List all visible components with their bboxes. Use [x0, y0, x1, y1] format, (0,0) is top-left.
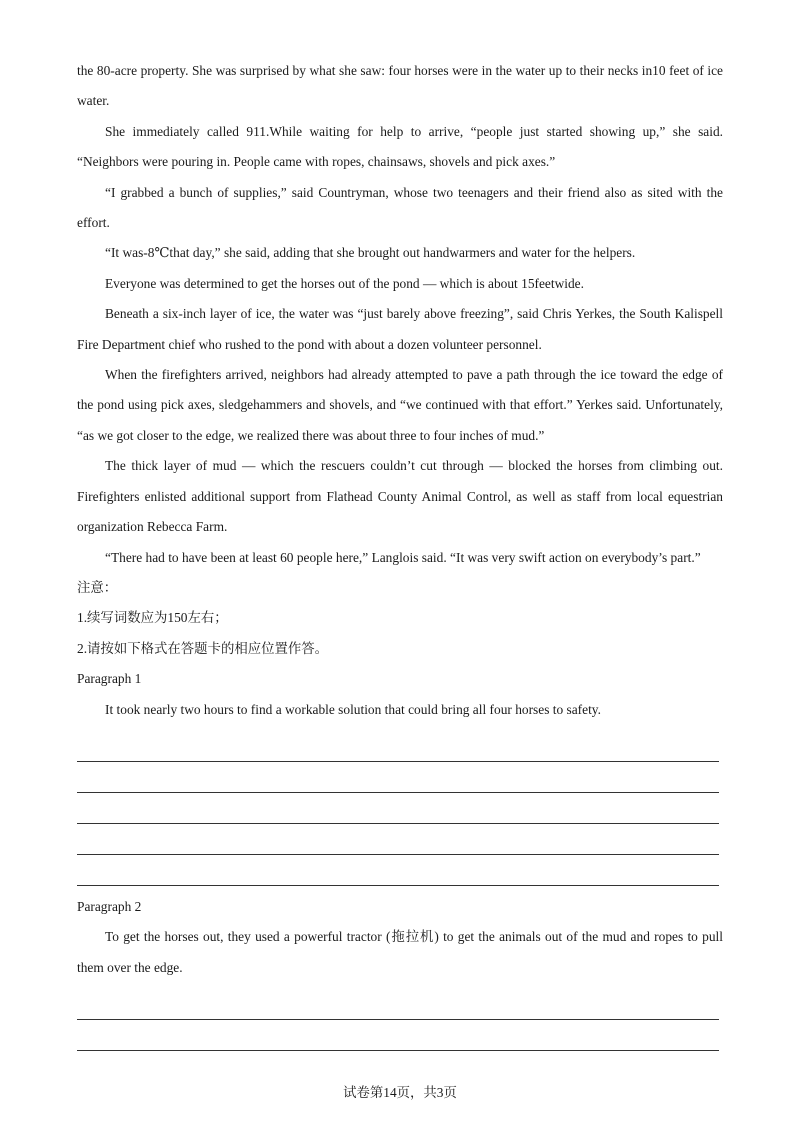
answer-line [77, 762, 719, 793]
notes-heading: 注意： [77, 579, 118, 595]
paragraph-1-opening-sentence: It took nearly two hours to find a workable solution that could bring all four horses to safety. [105, 701, 601, 717]
story-paragraph: The thick layer of mud — which the rescuers couldn’t cut through — blocked the horses from climbing out. Firefighters enlisted additional support from Flathead County Animal Control, as well as staff from local equestrian organization Rebecca Farm. [77, 458, 723, 535]
answer-line [77, 989, 719, 1020]
answer-line [77, 824, 719, 855]
page-footer: 试卷第14页，共3页 [343, 1085, 457, 1100]
story-paragraph: “It was-8℃that day,” she said, adding that she brought out handwarmers and water for the helpers. [105, 245, 636, 261]
note-item-word-count: 1.续写词数应为150左右； [77, 610, 228, 626]
paragraph-1-answer-lines [77, 731, 723, 886]
paragraph-2-opening-sentence: To get the horses out, they used a powerful tractor (拖拉机) to get the animals out of the mud and ropes to pull them over the edge. [77, 929, 723, 975]
story-paragraph-continued: the 80-acre property. She was surprised by what she saw: four horses were in the water up to their necks in10 feet of ice water. [77, 63, 723, 109]
paragraph-2-label: Paragraph 2 [77, 898, 142, 914]
story-paragraph: Everyone was determined to get the horses out of the pond — which is about 15feetwide. [105, 275, 584, 291]
answer-line [77, 1020, 719, 1051]
story-paragraph: Beneath a six-inch layer of ice, the water was “just barely above freezing”, said Chris Yerkes, the South Kalispell Fire Department chief who rushed to the pond with about a dozen volunteer personnel. [77, 306, 723, 352]
answer-line [77, 731, 719, 762]
answer-line [77, 855, 719, 886]
story-paragraph: When the firefighters arrived, neighbors had already attempted to pave a path through the ice toward the edge of the pond using pick axes, sledgehammers and shovels, and “we continued with that effort.” Yerkes said. Unfortunately, “as we got closer to the edge, we realized there was about three to four inches of mud.” [77, 367, 723, 443]
paragraph-1-label: Paragraph 1 [77, 671, 142, 687]
story-paragraph: “I grabbed a bunch of supplies,” said Countryman, whose two teenagers and their friend also as sited with the effort. [77, 184, 723, 231]
story-paragraph: “There had to have been at least 60 people here,” Langlois said. “It was very swift action on everybody’s part.” [105, 549, 701, 565]
paragraph-2-answer-lines [77, 989, 723, 1051]
story-paragraph: She immediately called 911.While waiting for help to arrive, “people just started showing up,” she said. “Neighbors were pouring in. People came with ropes, chainsaws, shovels and pick axes.” [77, 123, 723, 170]
page-content [77, 56, 723, 1051]
answer-line [77, 793, 719, 824]
note-item-format: 2.请按如下格式在答题卡的相应位置作答。 [77, 640, 329, 656]
